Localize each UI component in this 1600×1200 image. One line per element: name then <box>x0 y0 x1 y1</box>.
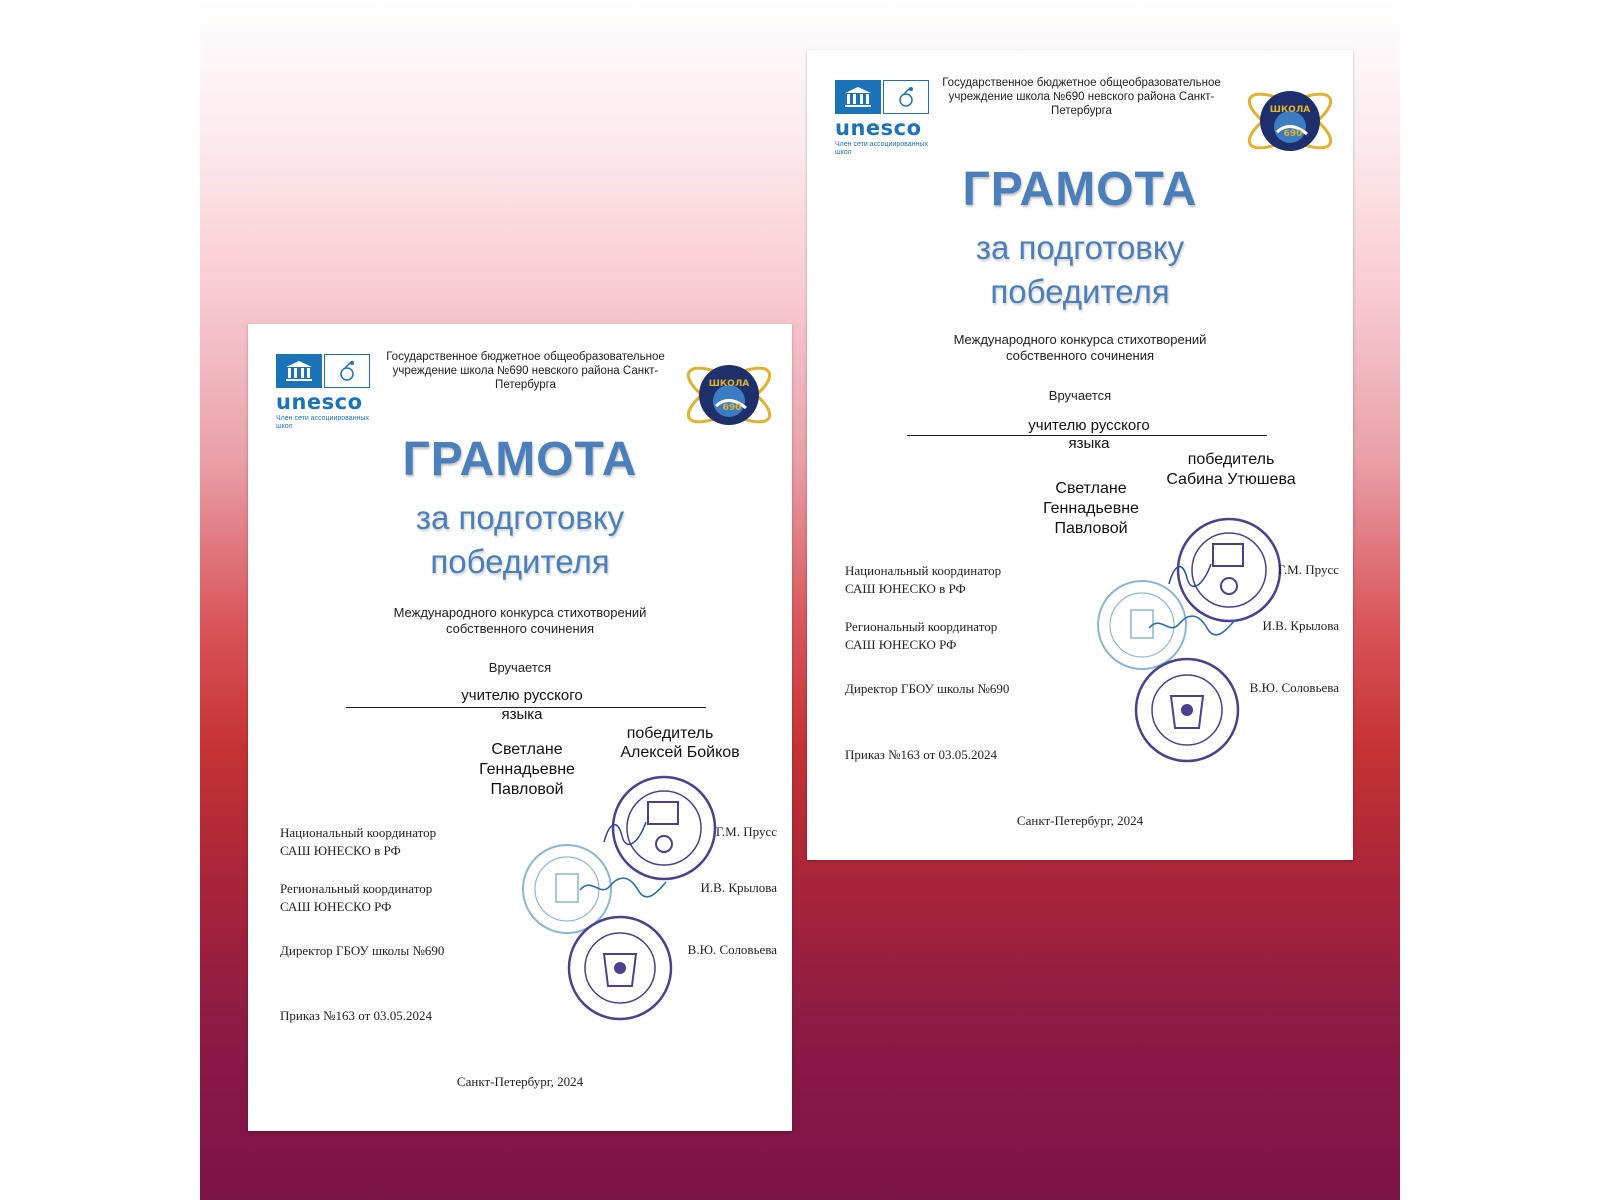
unesco-subtitle: Член сети ассоциированных школ <box>835 141 928 157</box>
recipient-name-line-3: Павловой <box>490 781 564 798</box>
presented-label: Вручается <box>1048 388 1112 403</box>
school-name: Государственное бюджетное общеобразовательное учреждение школа №690 невского района Санкт-Петербурга <box>942 77 1221 117</box>
sig3-label: Директор ГБОУ школы №690 <box>280 943 445 958</box>
order-number: Приказ №163 от 03.05.2024 <box>280 1008 433 1023</box>
unesco-logo <box>276 354 372 434</box>
contest-line-2: собственного сочинения <box>445 621 595 636</box>
order-number: Приказ №163 от 03.05.2024 <box>845 747 998 762</box>
sig3-name: В.Ю. Соловьева <box>1249 680 1339 695</box>
certificate-right <box>807 50 1353 860</box>
school-network-icon <box>324 354 370 388</box>
sig2-name: И.В. Крылова <box>1262 618 1339 633</box>
subtitle-line-1: за подготовку <box>975 229 1185 266</box>
contest-line-1: Международного конкурса стихотворений <box>953 332 1207 347</box>
sig1-label-line-2: САШ ЮНЕСКО в РФ <box>280 843 401 858</box>
svg-text:690: 690 <box>722 403 742 413</box>
subtitle-line-1: за подготовку <box>415 499 625 536</box>
recipient-name-line-1: Светлане <box>491 741 563 758</box>
recipient-role-line-2: языка <box>501 706 543 723</box>
sig1-name: Г.М. Прусс <box>715 824 777 839</box>
contest-line-2: собственного сочинения <box>1005 348 1155 363</box>
winner-label: победитель <box>1187 451 1275 468</box>
sig3-name: В.Ю. Соловьева <box>687 942 777 957</box>
school-emblem <box>1241 72 1339 170</box>
city-year: Санкт-Петербург, 2024 <box>456 1074 584 1089</box>
signature-krylova <box>1147 610 1237 645</box>
unesco-logo <box>835 80 931 160</box>
unesco-wordmark: unesco <box>835 116 922 140</box>
unesco-wordmark: unesco <box>276 390 363 414</box>
recipient-role-line-1: учителю русского <box>1028 417 1150 434</box>
contest-line-1: Международного конкурса стихотворений <box>393 605 647 620</box>
committee-stamp <box>1133 656 1241 769</box>
sig1-name: Г.М. Прусс <box>1277 562 1339 577</box>
winner-name: Сабина Утюшева <box>1166 471 1296 488</box>
recipient-role-line-1: учителю русского <box>461 687 583 704</box>
recipient-name-line-1: Светлане <box>1055 480 1127 497</box>
sig1-label-line-1: Национальный координатор <box>845 563 1002 578</box>
recipient-name-line-2: Геннадьевне <box>1043 500 1139 517</box>
presented-label: Вручается <box>488 660 552 675</box>
sig2-label-line-2: САШ ЮНЕСКО РФ <box>845 637 957 652</box>
recipient-name-line-3: Павловой <box>1054 520 1128 537</box>
school-network-icon <box>883 80 929 114</box>
sig2-label-line-2: САШ ЮНЕСКО РФ <box>280 899 392 914</box>
sig2-label-line-1: Региональный координатор <box>280 881 433 896</box>
signature-pruss <box>600 814 650 853</box>
certificate-title: ГРАМОТА <box>962 163 1198 216</box>
sig1-label-line-1: Национальный координатор <box>280 825 437 840</box>
school-name: Государственное бюджетное общеобразовательное учреждение школа №690 невского района Санкт-Петербурга <box>386 351 665 391</box>
sig3-label: Директор ГБОУ школы №690 <box>845 681 1010 696</box>
winner-label: победитель <box>626 725 714 742</box>
signature-krylova <box>578 872 668 907</box>
svg-text:ШКОЛА: ШКОЛА <box>708 379 750 389</box>
unesco-temple-icon <box>835 80 881 114</box>
sig1-label-line-2: САШ ЮНЕСКО в РФ <box>845 581 966 596</box>
svg-text:ШКОЛА: ШКОЛА <box>1269 105 1311 115</box>
winner-name: Алексей Бойков <box>620 744 740 761</box>
certificate-left <box>248 324 792 1131</box>
school-emblem <box>680 346 778 444</box>
city-year: Санкт-Петербург, 2024 <box>1016 813 1144 828</box>
recipient-name-line-2: Геннадьевне <box>479 761 575 778</box>
recipient-role-line-2: языка <box>1068 435 1110 452</box>
signature-pruss <box>1165 556 1215 595</box>
subtitle-line-2: победителя <box>990 273 1170 310</box>
unesco-temple-icon <box>276 354 322 388</box>
sig2-label-line-1: Региональный координатор <box>845 619 998 634</box>
certificate-title: ГРАМОТА <box>402 433 638 486</box>
sig2-name: И.В. Крылова <box>700 880 777 895</box>
committee-stamp <box>566 914 674 1027</box>
svg-text:690: 690 <box>1283 129 1303 139</box>
unesco-subtitle: Член сети ассоциированных школ <box>276 415 369 431</box>
subtitle-line-2: победителя <box>430 543 610 580</box>
